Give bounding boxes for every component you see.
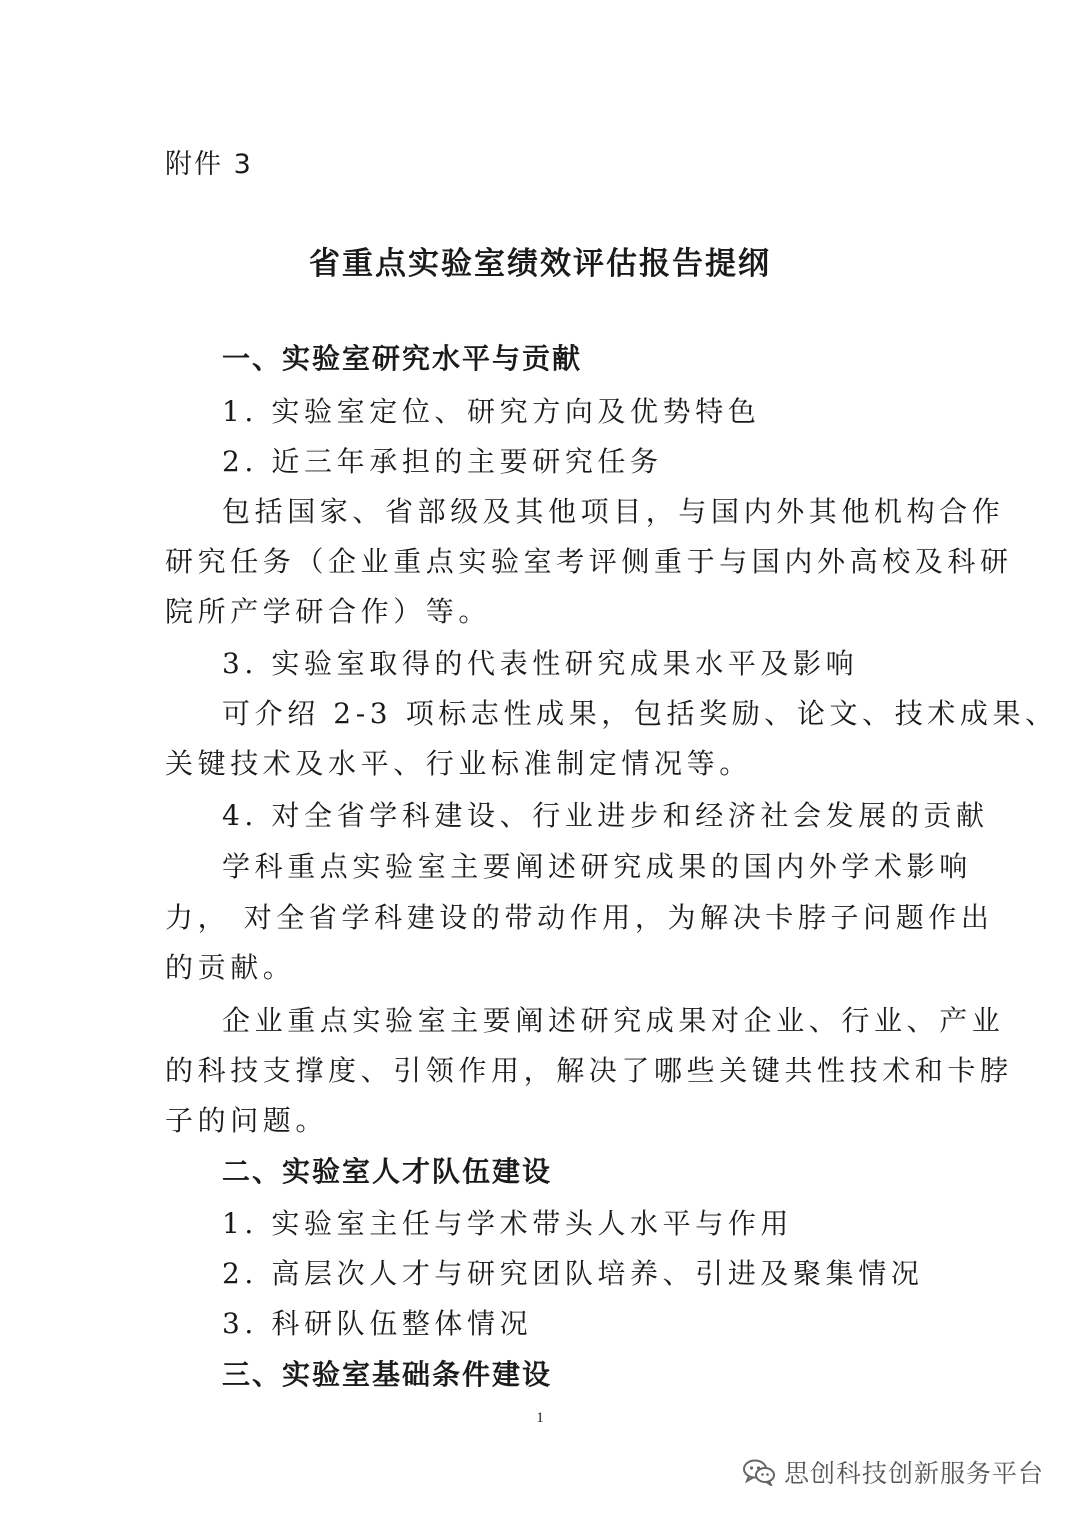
section-heading-2: 二、实验室人才队伍建设 bbox=[222, 1155, 553, 1188]
item-1-4: 4. 对全省学科建设、行业进步和经济社会发展的贡献 bbox=[222, 799, 989, 832]
wechat-icon bbox=[742, 1458, 776, 1486]
paragraph-line: 的贡献。 bbox=[165, 951, 296, 984]
paragraph-line: 包括国家、省部级及其他项目，与国内外其他机构合作 bbox=[222, 495, 1005, 528]
section-heading-1: 一、实验室研究水平与贡献 bbox=[222, 342, 583, 375]
paragraph-line: 企业重点实验室主要阐述研究成果对企业、行业、产业 bbox=[222, 1004, 1005, 1037]
paragraph-line: 子的问题。 bbox=[165, 1104, 329, 1137]
paragraph-line: 力， 对全省学科建设的带动作用，为解决卡脖子问题作出 bbox=[165, 901, 994, 934]
paragraph-line: 院所产学研合作）等。 bbox=[165, 595, 492, 628]
page-number: 1 bbox=[536, 1410, 544, 1426]
item-1-3: 3. 实验室取得的代表性研究成果水平及影响 bbox=[222, 647, 859, 680]
paragraph-line: 可介绍 2-3 项标志性成果，包括奖励、论文、技术成果、 bbox=[222, 697, 1058, 730]
item-2-2: 2. 高层次人才与研究团队培养、引进及聚集情况 bbox=[222, 1257, 924, 1290]
paragraph-line: 关键技术及水平、行业标准制定情况等。 bbox=[165, 747, 752, 780]
watermark-text: 思创科技创新服务平台 bbox=[783, 1459, 1044, 1488]
document-title: 省重点实验室绩效评估报告提纲 bbox=[309, 246, 771, 282]
item-1-2: 2. 近三年承担的主要研究任务 bbox=[222, 445, 663, 478]
paragraph-line: 研究任务（企业重点实验室考评侧重于与国内外高校及科研 bbox=[165, 545, 1013, 578]
paragraph-line: 的科技支撑度、引领作用，解决了哪些关键共性技术和卡脖 bbox=[165, 1054, 1013, 1087]
item-2-1: 1. 实验室主任与学术带头人水平与作用 bbox=[222, 1207, 794, 1240]
item-2-3: 3. 科研队伍整体情况 bbox=[222, 1307, 533, 1340]
section-heading-3: 三、实验室基础条件建设 bbox=[222, 1358, 553, 1391]
annex-label: 附件 3 bbox=[165, 149, 253, 180]
item-1-1: 1. 实验室定位、研究方向及优势特色 bbox=[222, 395, 761, 428]
paragraph-line: 学科重点实验室主要阐述研究成果的国内外学术影响 bbox=[222, 850, 972, 883]
watermark bbox=[742, 1454, 1044, 1490]
